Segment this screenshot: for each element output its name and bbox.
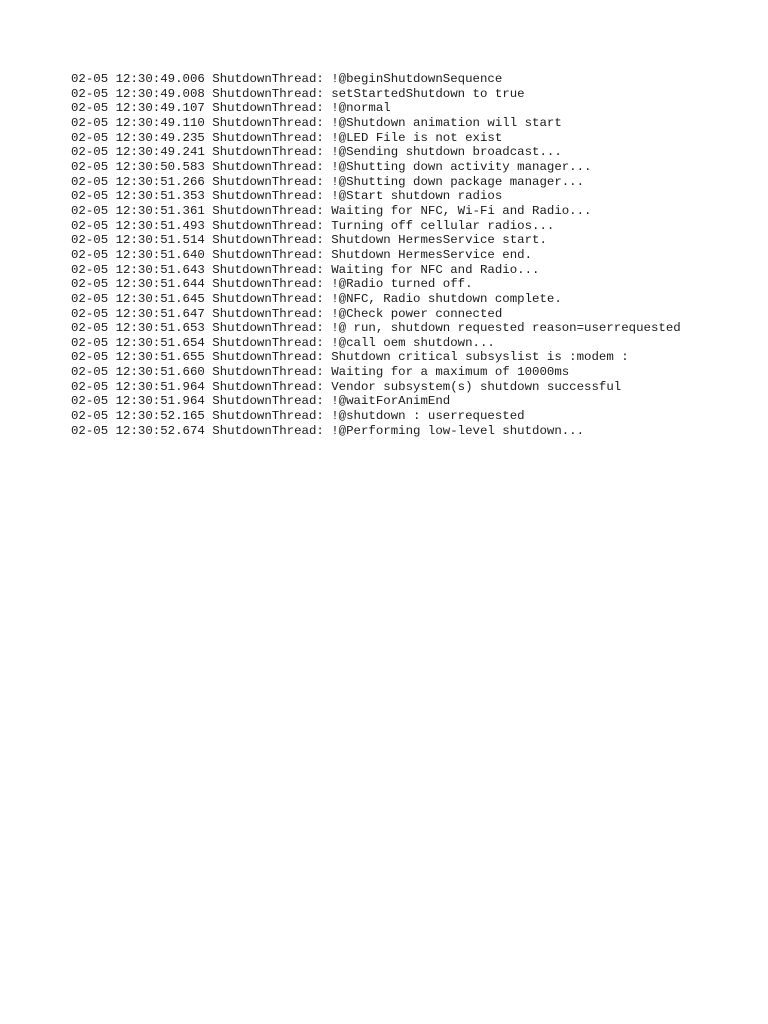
- log-line: 02-05 12:30:51.647 ShutdownThread: !@Check power connected: [71, 306, 503, 321]
- log-line: 02-05 12:30:51.514 ShutdownThread: Shutdown HermesService start.: [71, 233, 547, 248]
- log-line: 02-05 12:30:49.241 ShutdownThread: !@Sending shutdown broadcast...: [71, 145, 562, 160]
- log-line: 02-05 12:30:51.653 ShutdownThread: !@ run, shutdown requested reason=userrequested: [71, 321, 681, 336]
- log-line: 02-05 12:30:49.107 ShutdownThread: !@normal: [71, 101, 391, 116]
- log-line: 02-05 12:30:52.674 ShutdownThread: !@Performing low-level shutdown...: [71, 423, 585, 438]
- log-line: 02-05 12:30:49.110 ShutdownThread: !@Shutdown animation will start: [71, 115, 562, 130]
- log-line: 02-05 12:30:51.964 ShutdownThread: Vendor subsystem(s) shutdown successful: [71, 379, 622, 394]
- log-line: 02-05 12:30:49.235 ShutdownThread: !@LED File is not exist: [71, 130, 503, 145]
- log-line: 02-05 12:30:51.353 ShutdownThread: !@Start shutdown radios: [71, 189, 503, 204]
- log-line: 02-05 12:30:51.493 ShutdownThread: Turning off cellular radios...: [71, 218, 555, 233]
- log-line: 02-05 12:30:49.006 ShutdownThread: !@beginShutdownSequence: [71, 72, 503, 86]
- log-line: 02-05 12:30:52.165 ShutdownThread: !@shutdown : userrequested: [71, 409, 525, 424]
- log-line: 02-05 12:30:51.266 ShutdownThread: !@Shutting down package manager...: [71, 174, 585, 189]
- log-document: [71, 72, 768, 438]
- log-line: 02-05 12:30:51.964 ShutdownThread: !@waitForAnimEnd: [71, 394, 451, 409]
- log-line: 02-05 12:30:51.655 ShutdownThread: Shutdown critical subsyslist is :modem :: [71, 350, 629, 365]
- log-line: 02-05 12:30:51.644 ShutdownThread: !@Radio turned off.: [71, 277, 473, 292]
- log-line: 02-05 12:30:49.008 ShutdownThread: setStartedShutdown to true: [71, 86, 525, 101]
- log-line: 02-05 12:30:51.640 ShutdownThread: Shutdown HermesService end.: [71, 247, 533, 262]
- log-line: 02-05 12:30:51.643 ShutdownThread: Waiting for NFC and Radio...: [71, 262, 540, 277]
- log-line: 02-05 12:30:51.645 ShutdownThread: !@NFC, Radio shutdown complete.: [71, 291, 562, 306]
- log-line: 02-05 12:30:51.654 ShutdownThread: !@call oem shutdown...: [71, 335, 495, 350]
- log-line: 02-05 12:30:51.361 ShutdownThread: Waiting for NFC, Wi-Fi and Radio...: [71, 203, 592, 218]
- log-line: 02-05 12:30:50.583 ShutdownThread: !@Shutting down activity manager...: [71, 159, 592, 174]
- log-line: 02-05 12:30:51.660 ShutdownThread: Waiting for a maximum of 10000ms: [71, 365, 570, 380]
